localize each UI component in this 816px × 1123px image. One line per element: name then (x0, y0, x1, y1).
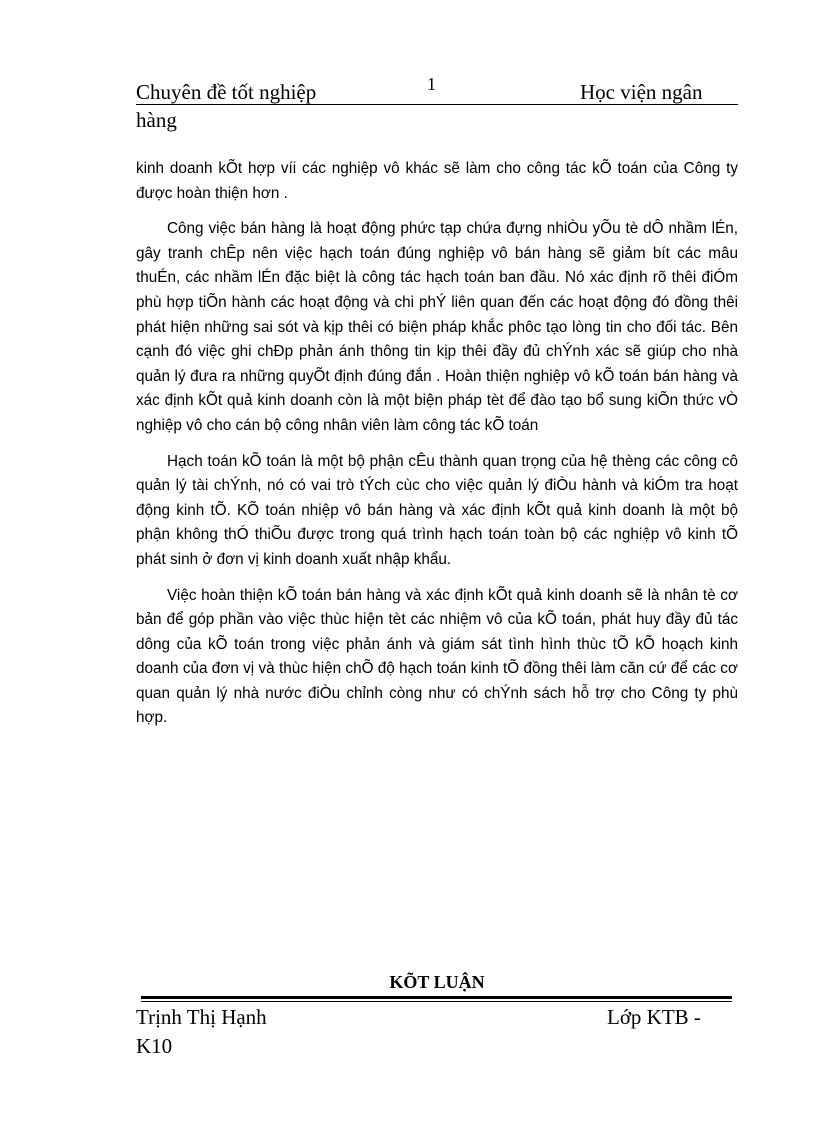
header-underline (136, 104, 738, 105)
header-document-type: Chuyên đề tốt nghiệp (136, 80, 317, 104)
page-number: 1 (427, 74, 436, 94)
paragraph: Công việc bán hàng là hoạt động phức tạp chứa đựng nhiÒu yÕu tè dÔ nhầm lÉn, gây tranh chÊp nên việc hạch toán đúng nghiệp vô bán hàng sẽ giảm bít các mâu thuÉn, các nhầm lÉn đặc biệt là công tác hạch toán ban đầu. Nó xác định rõ thêi điÓm phù hợp tiÕn hành các hoạt động và chi phÝ liên quan đến các hoạt động đó đồng thêi phát hiện những sai sót và kịp thêi có biện pháp khắc phôc tạo lòng tin cho đối tác. Bên cạnh đó việc ghi chÐp phản ánh thông tin kịp thêi đầy đủ chÝnh xác sẽ giúp cho nhà quản lý đưa ra những quyÕt định đúng đắn . Hoàn thiện nghiệp vô kÕ toán bán hàng và xác định kÕt quả kinh doanh còn là một biện pháp tèt để đào tạo bổ sung kiÕn thức vÒ nghiệp vô cho cán bộ công nhân viên làm công tác kÕ toán (136, 220, 738, 434)
footer-rule-thin (141, 1001, 732, 1002)
paragraph: Hạch toán kÕ toán là một bộ phận cÊu thành quan trọng của hệ thèng các công cô quản lý tài chÝnh, nó có vai trò tÝch cùc cho việc quản lý điÒu hành và kiÓm tra hoạt động kinh tÕ. KÕ toán nhiệp vô bán hàng và xác định kÕt quả kinh doanh là một bộ phận không thÓ thiÕu được trong quá trình hạch toán toàn bộ các nghiệp vô kinh tÕ phát sinh ở đơn vị kinh doanh xuất nhập khẩu. (136, 452, 738, 568)
paragraph: kinh doanh kÕt hợp víi các nghiệp vô khác sẽ làm cho công tác kÕ toán của Công ty được hoàn thiện hơn . (136, 160, 738, 202)
footer-class-wrap: K10 (136, 1034, 173, 1058)
footer-class: Lớp KTB - (607, 1005, 701, 1029)
header-institution-wrap: hàng (136, 108, 177, 132)
body-text (136, 157, 738, 742)
paragraph: Việc hoàn thiện kÕ toán bán hàng và xác định kÕt quả kinh doanh sẽ là nhân tè cơ bản để góp phần vào việc thùc hiện tèt các nhiệm vô của kÕ toán, phát huy đầy đủ tác dông của kÕ toán trong việc phản ánh và giám sát tình hình thùc tÕ kÕ hoạch kinh doanh của đơn vị và thùc hiện chÕ độ hạch toán kinh tÕ đồng thêi làm căn cứ để các cơ quan quản lý nhà nước điÒu chỉnh còng như có chÝnh sách hỗ trợ cho Công ty phù hợp. (136, 586, 738, 727)
header-institution: Học viện ngân (580, 80, 703, 104)
section-heading-conclusion: KÕT LUẬN (389, 972, 485, 992)
footer-author: Trịnh Thị Hạnh (136, 1005, 267, 1029)
footer-rule-thick (141, 996, 732, 999)
